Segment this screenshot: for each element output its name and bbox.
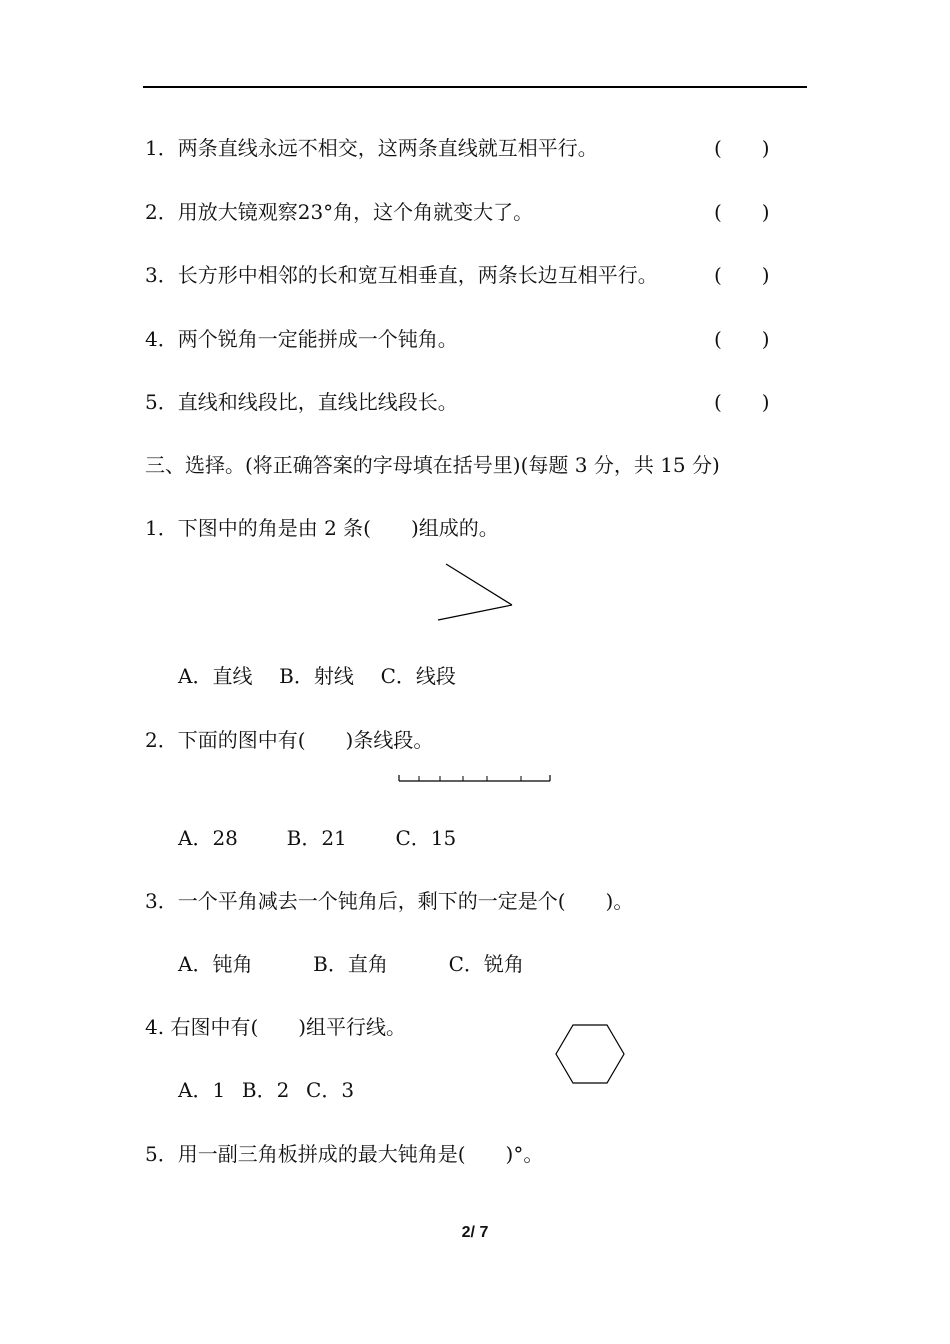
option-b[interactable]: B．直角 — [313, 952, 388, 976]
answer-paren-1[interactable]: ( ) — [714, 136, 770, 160]
tf-question-5: 5．直线和线段比，直线比线段长。 — [145, 390, 458, 414]
choice-question-3: 3．一个平角减去一个钝角后，剩下的一定是个( )。 — [145, 889, 634, 913]
option-c[interactable]: C．15 — [395, 826, 457, 850]
options-4 — [178, 1076, 354, 1104]
option-c[interactable]: C．3 — [306, 1078, 355, 1102]
option-a[interactable]: A．钝角 — [178, 952, 253, 976]
option-c[interactable]: C．锐角 — [448, 952, 524, 976]
options-2 — [178, 824, 456, 852]
options-1 — [178, 662, 456, 690]
tf-question-1: 1．两条直线永远不相交，这两条直线就互相平行。 — [145, 136, 598, 160]
tf-question-3: 3．长方形中相邻的长和宽互相垂直，两条长边互相平行。 — [145, 263, 658, 287]
page-number: 2/ 7 — [461, 1224, 489, 1241]
section-title: 三、选择。(将正确答案的字母填在括号里)(每题 3 分，共 15 分) — [145, 453, 720, 477]
options-3 — [178, 950, 524, 978]
option-a[interactable]: A．1 — [178, 1078, 226, 1102]
hexagon-figure — [552, 1022, 628, 1086]
option-b[interactable]: B．射线 — [279, 664, 354, 688]
choice-question-1: 1．下图中的角是由 2 条( )组成的。 — [145, 516, 499, 540]
answer-paren-4[interactable]: ( ) — [714, 327, 770, 351]
choice-question-5: 5．用一副三角板拼成的最大钝角是( )°。 — [145, 1142, 544, 1166]
option-b[interactable]: B．2 — [241, 1078, 290, 1102]
header-rule — [143, 86, 807, 88]
answer-paren-3[interactable]: ( ) — [714, 263, 770, 287]
angle-figure — [430, 560, 520, 626]
option-c[interactable]: C．线段 — [380, 664, 456, 688]
tf-question-4: 4．两个锐角一定能拼成一个钝角。 — [145, 327, 458, 351]
answer-paren-5[interactable]: ( ) — [714, 390, 770, 414]
option-a[interactable]: A．直线 — [178, 664, 253, 688]
answer-paren-2[interactable]: ( ) — [714, 200, 770, 224]
choice-question-4: 4. 右图中有( )组平行线。 — [145, 1015, 407, 1039]
option-a[interactable]: A．28 — [178, 826, 238, 850]
option-b[interactable]: B．21 — [286, 826, 347, 850]
segment-figure — [396, 770, 554, 786]
tf-question-2: 2．用放大镜观察23°角，这个角就变大了。 — [145, 200, 534, 224]
choice-question-2: 2．下面的图中有( )条线段。 — [145, 728, 434, 752]
